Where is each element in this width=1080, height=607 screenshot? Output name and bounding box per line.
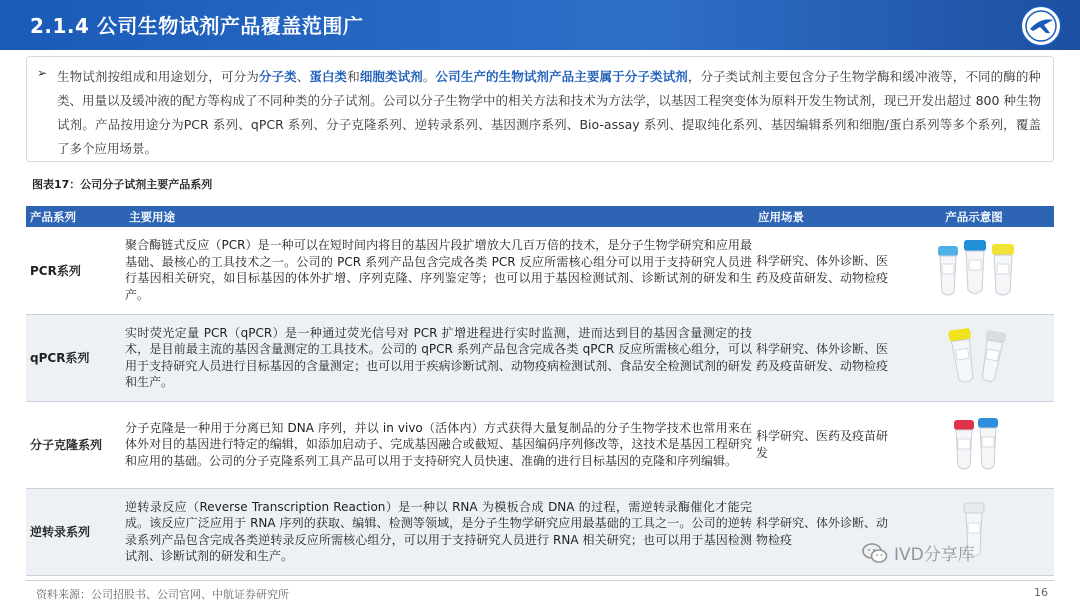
usage-cell: 分子克隆是一种用于分离已知 DNA 序列，并以 in vivo（活体内）方式获得大量复制品的分子生物学技术也常用来在体外对目的基因进行特定的编辑，如添加启动子、完成基因融合或截短、基因编码序列修改等，这技术是基因工程研究和应用的基础。公司的分子克隆系列工具产品可以用于支持研究人员快速、准确的进行目标基因的克隆和序列编辑。: [125, 401, 754, 488]
pcr-tubes-image: [924, 236, 1024, 302]
scene-cell: 科学研究、体外诊断、医药及疫苗研发、动物检疫: [754, 314, 894, 401]
qpcr-tubes-image: [924, 323, 1024, 389]
scene-cell: 科学研究、体外诊断、医药及疫苗研发、动物检疫: [754, 227, 894, 314]
product-image: [894, 401, 1054, 488]
airplane-logo-icon: [1024, 9, 1058, 43]
series-cell: 逆转录系列: [26, 488, 125, 575]
intro-highlight-1: 分子类: [258, 69, 297, 84]
intro-text-3: 和: [347, 69, 360, 84]
footer-divider: [26, 580, 1054, 581]
page-number: 16: [1034, 586, 1048, 599]
table-row: [26, 401, 1054, 488]
intro-text-1: 生物试剂按组成和用途划分，可分为: [57, 69, 259, 84]
scene-cell: 科学研究、医药及疫苗研发: [754, 401, 894, 488]
header-usage: 主要用途: [125, 206, 754, 227]
scene-cell: 科学研究、体外诊断、动物检疫: [754, 488, 894, 575]
header-series: 产品系列: [26, 206, 125, 227]
intro-paragraph: [57, 65, 1041, 161]
usage-cell: 实时荧光定量 PCR（qPCR）是一种通过荧光信号对 PCR 扩增进程进行实时监测，进而达到目的基因含量测定的技术，是目前最主流的基因含量测定的工具技术。公司的 qPCR 系列产品包含完成各类 qPCR 反应所需核心组分，可以用于支持研究人员进行目标基因的含量测定；也可以用于疾病诊断试剂、动物疫病检测试剂、食品安全检测试剂的研发和生产。: [125, 314, 754, 401]
usage-cell: 聚合酶链式反应（PCR）是一种可以在短时间内将目的基因片段扩增放大几百万倍的技术，是分子生物学研究和应用最基础、最核心的工具技术之一。公司的 PCR 系列产品包含完成各类 PCR 反应所需核心组分可以用于支持研究人员进行基因相关研究，如目标基因的体外扩增、序列克隆、序列鉴定等；也可以用于基因检测试剂、诊断试剂的研发和生产。: [125, 227, 754, 314]
series-cell: 分子克隆系列: [26, 401, 125, 488]
company-logo: [1020, 5, 1062, 47]
table-row: [26, 227, 1054, 314]
table-header-row: [26, 206, 1054, 227]
source-note: 资料来源：公司招股书、公司官网、中航证券研究所: [36, 588, 289, 601]
table-row: [26, 314, 1054, 401]
cloning-tubes-image: [924, 410, 1024, 476]
watermark: [862, 540, 975, 565]
header-bar: [0, 0, 1080, 50]
intro-box: [26, 56, 1054, 162]
header-scene: 应用场景: [754, 206, 894, 227]
wechat-icon: [862, 542, 888, 564]
intro-text-4: 。: [422, 69, 436, 84]
table-caption: 图表17：公司分子试剂主要产品系列: [32, 178, 213, 191]
intro-highlight-3: 细胞类试剂: [359, 69, 423, 84]
series-cell: PCR系列: [26, 227, 125, 314]
intro-text-5: ，分子类试剂主要包含分子生物学酶和缓冲液等，不同的酶的种类、用量以及缓冲液的配方等构成了不同种类的分子试剂。公司以分子生物学中的相关方法和技术为方法学，以基因工程突变体为原料开发生物试剂，现已开发出超过 800 种生物试剂。产品按用途分为PCR 系列、qPCR 系列、分子克隆系列、逆转录系列、基因测序系列、Bio-assay 系列、提取纯化系列、基因编辑系列和细胞/蛋白系列等多个系列，覆盖了多个应用场景。: [57, 69, 1041, 156]
bullet-arrow: ➢: [37, 66, 48, 80]
watermark-text: IVD分享库: [894, 545, 975, 565]
intro-highlight-2: 蛋白类: [309, 69, 348, 84]
usage-cell: 逆转录反应（Reverse Transcription Reaction）是一种以 RNA 为模板合成 DNA 的过程，需逆转录酶催化才能完成。该反应广泛应用于 RNA 序列的获取、编辑、检测等领域，是分子生物学研究应用最基础的工具之一。公司的逆转录系列产品包含完成各类逆转录反应所需核心组分，可以用于支持研究人员进行 RNA 相关研究；也可以用于基因检测试剂、诊断试剂的研发和生产。: [125, 488, 754, 575]
product-image: [894, 314, 1054, 401]
intro-highlight-4: 公司生产的生物试剂产品主要属于分子类试剂: [435, 69, 688, 84]
product-table: [26, 206, 1054, 576]
page-title: 2.1.4 公司生物试剂产品覆盖范围广: [30, 14, 364, 38]
header-image: 产品示意图: [894, 206, 1054, 227]
intro-text-2: 、: [296, 69, 310, 84]
series-cell: qPCR系列: [26, 314, 125, 401]
product-image: [894, 227, 1054, 314]
